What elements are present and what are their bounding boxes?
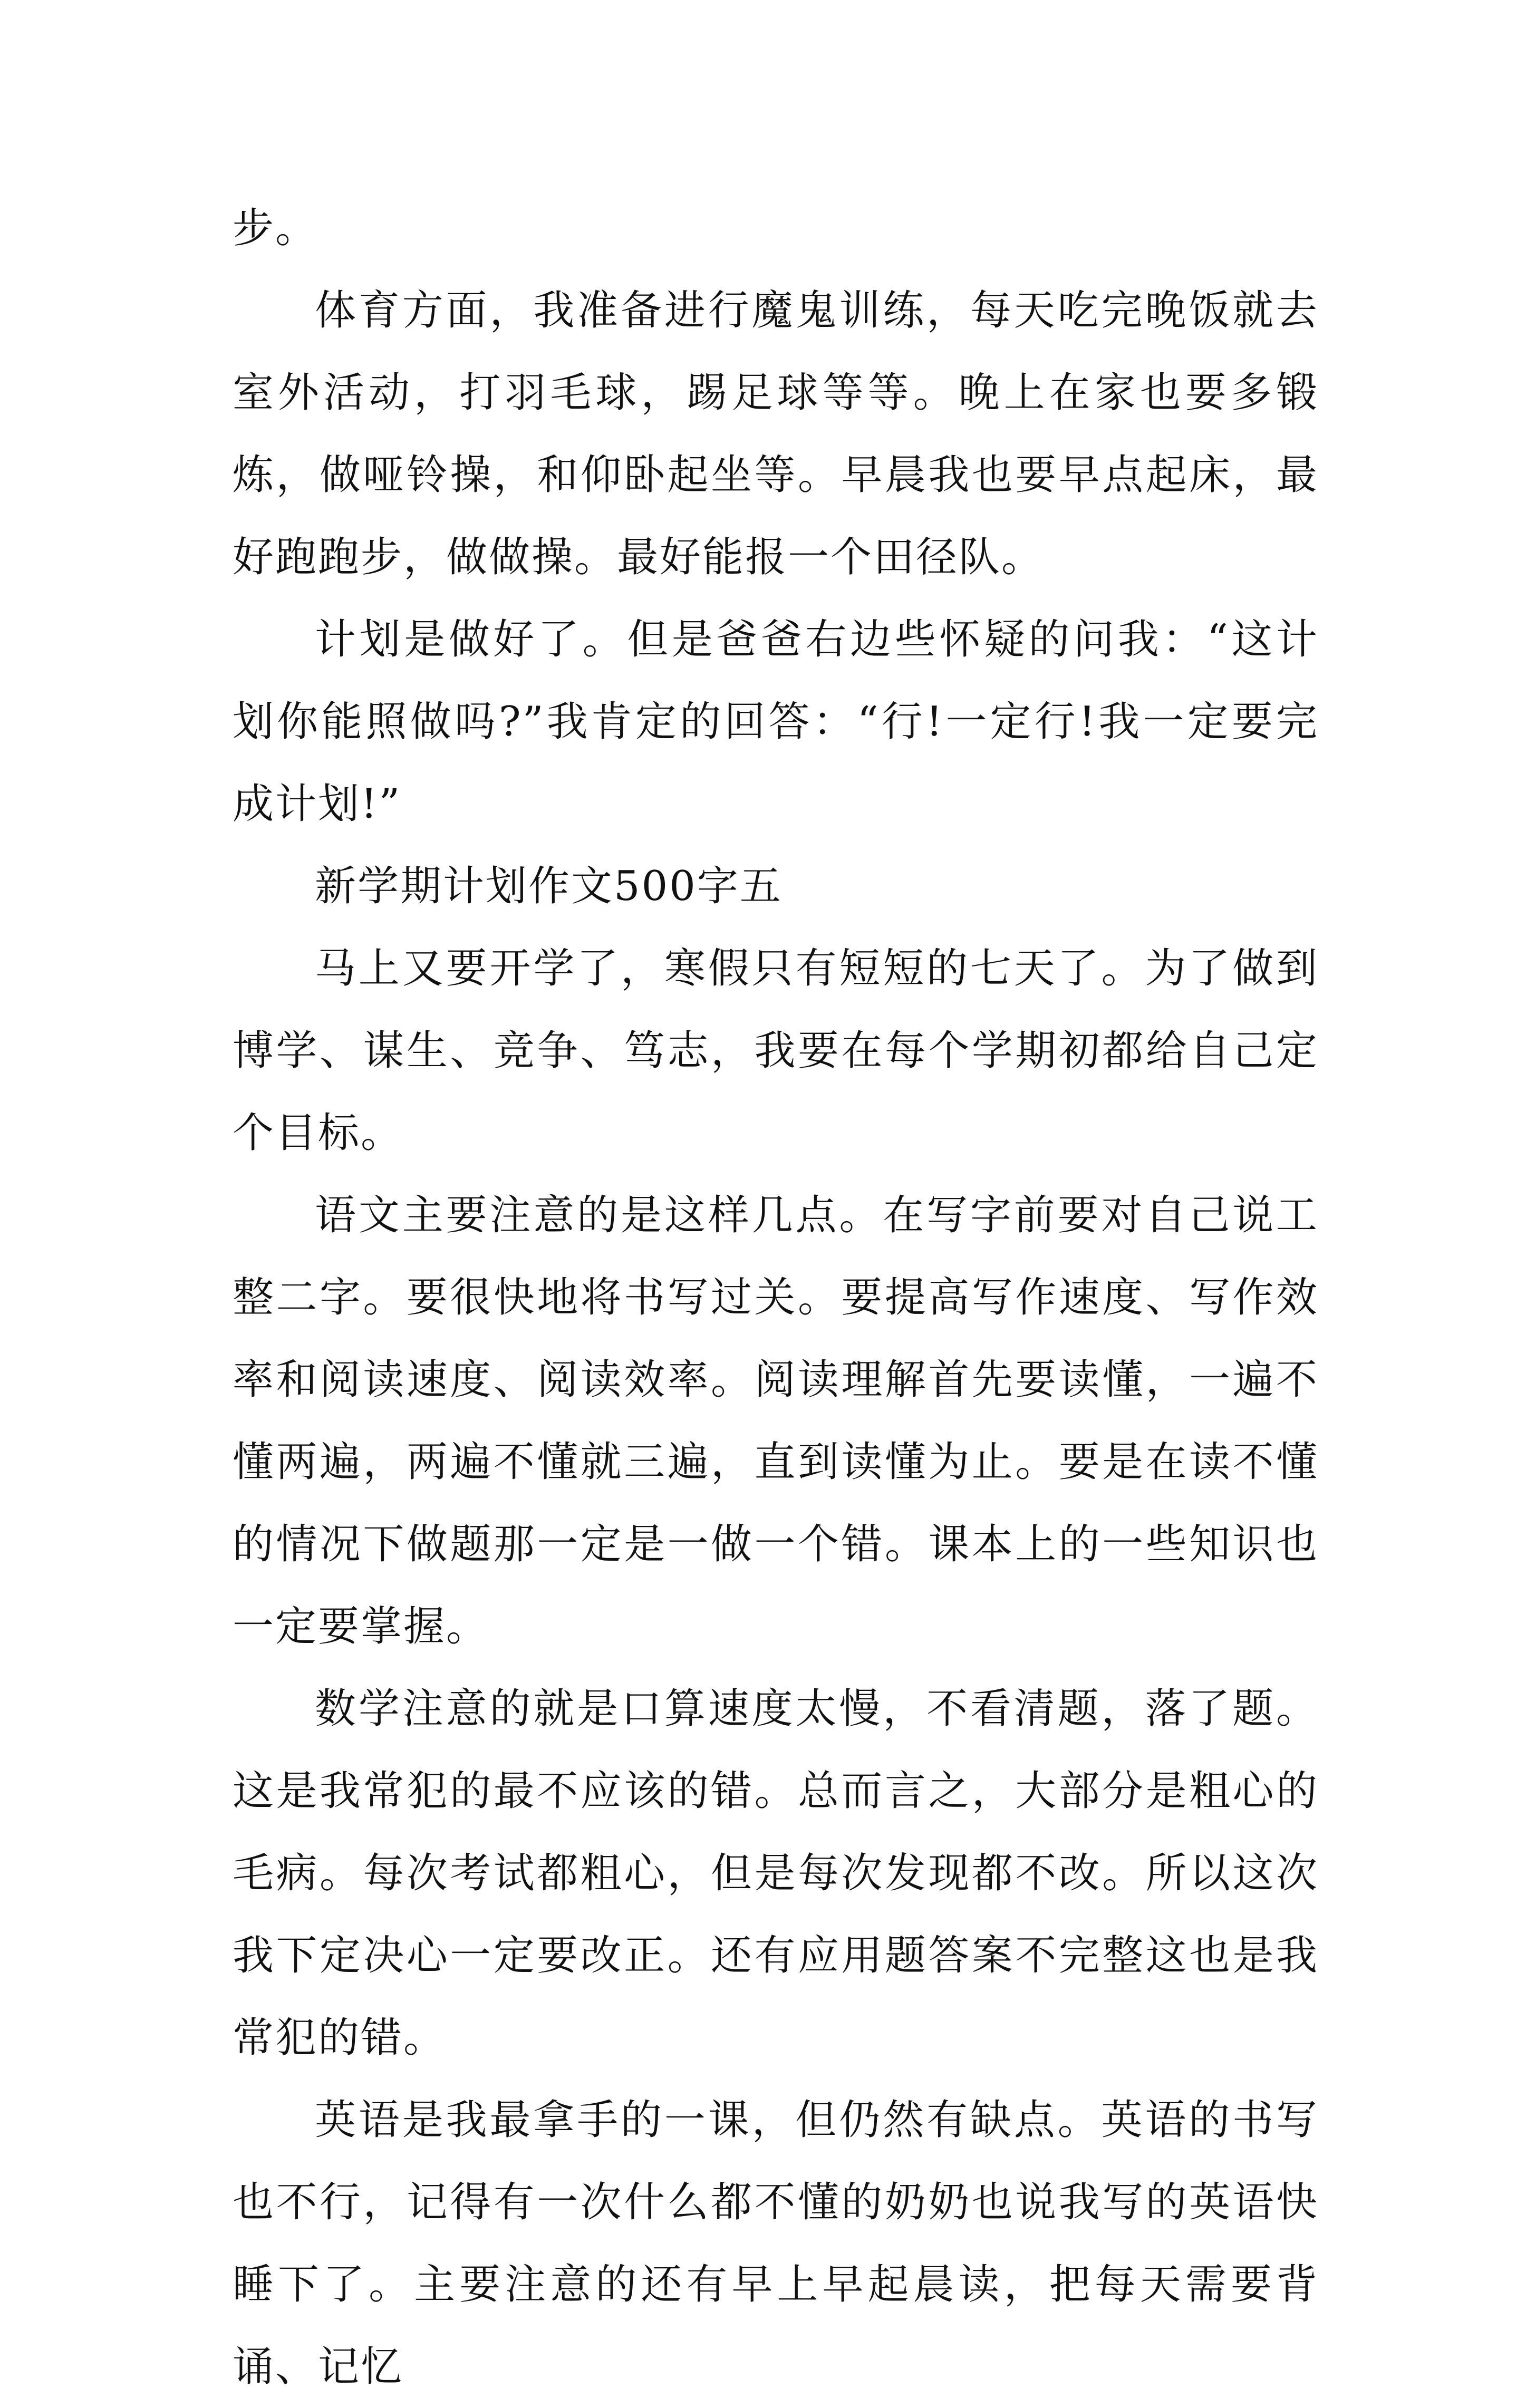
paragraph: 英语是我最拿手的一课，但仍然有缺点。英语的书写也不行，记得有一次什么都不懂的奶奶也说我写的英语快睡下了。主要注意的还有早上早起晨读，把每天需要背诵、记忆 [233, 2096, 1319, 2391]
section-heading: 新学期计划作文500字五 [315, 863, 783, 910]
paragraph: 数学注意的就是口算速度太慢，不看清题，落了题。这是我常犯的最不应该的错。总而言之，大部分是粗心的毛病。每次考试都粗心，但是每次发现都不改。所以这次我下定决心一定要改正。还有应用题答案不完整这也是我常犯的错。 [233, 1685, 1319, 2062]
paragraph: 步。 [233, 205, 318, 252]
paragraph: 体育方面，我准备进行魔鬼训练，每天吃完晚饭就去室外活动，打羽毛球，踢足球等等。晚上在家也要多锻炼，做哑铃操，和仰卧起坐等。早晨我也要早点起床，最好跑跑步，做做操。最好能报一个田径队。 [233, 287, 1319, 581]
paragraph: 马上又要开学了，寒假只有短短的七天了。为了做到博学、谋生、竞争、笃志，我要在每个学期初都给自己定个目标。 [233, 945, 1319, 1157]
paragraph: 语文主要注意的是这样几点。在写字前要对自己说工整二字。要很快地将书写过关。要提高写作速度、写作效率和阅读速度、阅读效率。阅读理解首先要读懂，一遍不懂两遍，两遍不懂就三遍，直到读懂为止。要是在读不懂的情况下做题那一定是一做一个错。课本上的一些知识也一定要掌握。 [233, 1192, 1319, 1650]
document-body [233, 187, 1319, 2408]
paragraph: 计划是做好了。但是爸爸右边些怀疑的问我：“这计划你能照做吗?”我肯定的回答：“行!一定行!我一定要完成计划!” [233, 616, 1319, 828]
